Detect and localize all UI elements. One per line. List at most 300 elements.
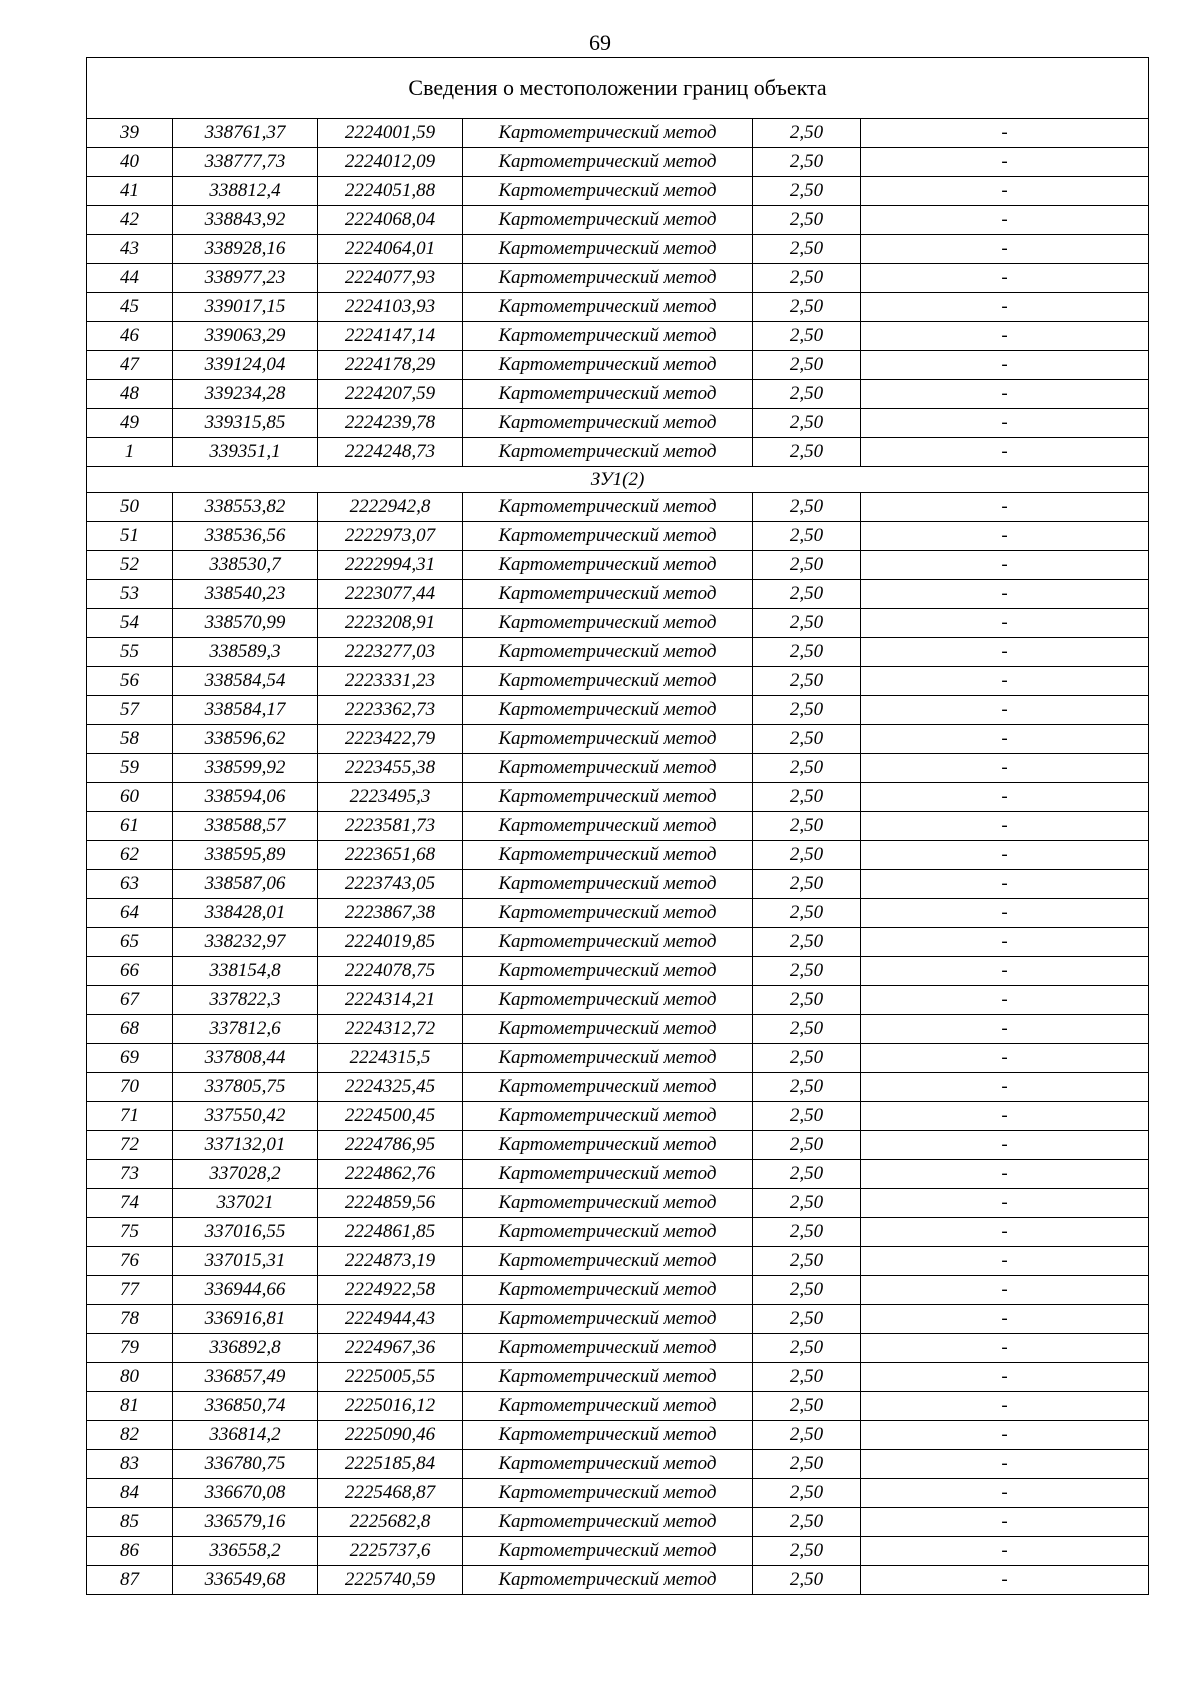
y-coordinate-cell: 2224315,5 [318,1044,463,1073]
x-coordinate-cell: 338595,89 [173,841,318,870]
point-number-cell: 59 [87,754,173,783]
accuracy-cell: 2,50 [753,783,861,812]
x-coordinate-cell: 338428,01 [173,899,318,928]
method-cell: Картометрический метод [463,667,753,696]
y-coordinate-cell: 2223077,44 [318,580,463,609]
accuracy-cell: 2,50 [753,899,861,928]
method-cell: Картометрический метод [463,1102,753,1131]
table-row [87,1305,1149,1334]
method-cell: Картометрический метод [463,1131,753,1160]
method-cell: Картометрический метод [463,1537,753,1566]
accuracy-cell: 2,50 [753,667,861,696]
y-coordinate-cell: 2223362,73 [318,696,463,725]
y-coordinate-cell: 2225185,84 [318,1450,463,1479]
table-row [87,177,1149,206]
method-cell: Картометрический метод [463,638,753,667]
point-number-cell: 46 [87,322,173,351]
y-coordinate-cell: 2224103,93 [318,293,463,322]
table-row [87,1131,1149,1160]
note-cell: - [861,438,1149,467]
accuracy-cell: 2,50 [753,754,861,783]
note-cell: - [861,293,1149,322]
point-number-cell: 54 [87,609,173,638]
accuracy-cell: 2,50 [753,1102,861,1131]
point-number-cell: 55 [87,638,173,667]
point-number-cell: 43 [87,235,173,264]
x-coordinate-cell: 337132,01 [173,1131,318,1160]
y-coordinate-cell: 2224051,88 [318,177,463,206]
y-coordinate-cell: 2224786,95 [318,1131,463,1160]
table-row [87,409,1149,438]
accuracy-cell: 2,50 [753,928,861,957]
x-coordinate-cell: 338587,06 [173,870,318,899]
method-cell: Картометрический метод [463,551,753,580]
note-cell: - [861,1334,1149,1363]
table-row [87,580,1149,609]
accuracy-cell: 2,50 [753,986,861,1015]
point-number-cell: 66 [87,957,173,986]
y-coordinate-cell: 2224248,73 [318,438,463,467]
note-cell: - [861,580,1149,609]
method-cell: Картометрический метод [463,1015,753,1044]
table-row [87,1276,1149,1305]
x-coordinate-cell: 338584,17 [173,696,318,725]
accuracy-cell: 2,50 [753,696,861,725]
method-cell: Картометрический метод [463,580,753,609]
x-coordinate-cell: 337805,75 [173,1073,318,1102]
method-cell: Картометрический метод [463,1450,753,1479]
x-coordinate-cell: 338570,99 [173,609,318,638]
point-number-cell: 78 [87,1305,173,1334]
method-cell: Картометрический метод [463,1044,753,1073]
accuracy-cell: 2,50 [753,1276,861,1305]
table-row [87,1160,1149,1189]
method-cell: Картометрический метод [463,148,753,177]
x-coordinate-cell: 337016,55 [173,1218,318,1247]
point-number-cell: 53 [87,580,173,609]
y-coordinate-cell: 2225005,55 [318,1363,463,1392]
accuracy-cell: 2,50 [753,580,861,609]
table-row [87,119,1149,148]
point-number-cell: 49 [87,409,173,438]
accuracy-cell: 2,50 [753,235,861,264]
y-coordinate-cell: 2224012,09 [318,148,463,177]
accuracy-cell: 2,50 [753,957,861,986]
note-cell: - [861,235,1149,264]
table-body [87,58,1149,1595]
note-cell: - [861,1189,1149,1218]
method-cell: Картометрический метод [463,1305,753,1334]
note-cell: - [861,206,1149,235]
y-coordinate-cell: 2223455,38 [318,754,463,783]
method-cell: Картометрический метод [463,1421,753,1450]
method-cell: Картометрический метод [463,206,753,235]
note-cell: - [861,1508,1149,1537]
note-cell: - [861,899,1149,928]
table-row [87,754,1149,783]
section-label: ЗУ1(2) [87,467,1149,493]
y-coordinate-cell: 2224019,85 [318,928,463,957]
x-coordinate-cell: 336892,8 [173,1334,318,1363]
method-cell: Картометрический метод [463,957,753,986]
accuracy-cell: 2,50 [753,438,861,467]
x-coordinate-cell: 337808,44 [173,1044,318,1073]
note-cell: - [861,1305,1149,1334]
note-cell: - [861,928,1149,957]
table-row [87,351,1149,380]
note-cell: - [861,783,1149,812]
method-cell: Картометрический метод [463,409,753,438]
x-coordinate-cell: 337028,2 [173,1160,318,1189]
x-coordinate-cell: 337822,3 [173,986,318,1015]
note-cell: - [861,1015,1149,1044]
note-cell: - [861,1479,1149,1508]
point-number-cell: 86 [87,1537,173,1566]
accuracy-cell: 2,50 [753,351,861,380]
table-row [87,148,1149,177]
point-number-cell: 40 [87,148,173,177]
x-coordinate-cell: 336944,66 [173,1276,318,1305]
method-cell: Картометрический метод [463,438,753,467]
y-coordinate-cell: 2224064,01 [318,235,463,264]
y-coordinate-cell: 2222973,07 [318,522,463,551]
point-number-cell: 67 [87,986,173,1015]
method-cell: Картометрический метод [463,841,753,870]
method-cell: Картометрический метод [463,1247,753,1276]
note-cell: - [861,1218,1149,1247]
note-cell: - [861,409,1149,438]
note-cell: - [861,1537,1149,1566]
note-cell: - [861,957,1149,986]
method-cell: Картометрический метод [463,1276,753,1305]
x-coordinate-cell: 338154,8 [173,957,318,986]
note-cell: - [861,1102,1149,1131]
note-cell: - [861,1450,1149,1479]
x-coordinate-cell: 338553,82 [173,493,318,522]
point-number-cell: 74 [87,1189,173,1218]
table-row [87,1189,1149,1218]
accuracy-cell: 2,50 [753,119,861,148]
note-cell: - [861,870,1149,899]
y-coordinate-cell: 2224312,72 [318,1015,463,1044]
table-row [87,812,1149,841]
x-coordinate-cell: 339351,1 [173,438,318,467]
point-number-cell: 48 [87,380,173,409]
point-number-cell: 56 [87,667,173,696]
x-coordinate-cell: 336670,08 [173,1479,318,1508]
x-coordinate-cell: 338594,06 [173,783,318,812]
point-number-cell: 71 [87,1102,173,1131]
table-row [87,522,1149,551]
accuracy-cell: 2,50 [753,322,861,351]
method-cell: Картометрический метод [463,725,753,754]
accuracy-cell: 2,50 [753,870,861,899]
note-cell: - [861,1392,1149,1421]
point-number-cell: 58 [87,725,173,754]
note-cell: - [861,551,1149,580]
method-cell: Картометрический метод [463,1508,753,1537]
table-row [87,380,1149,409]
accuracy-cell: 2,50 [753,264,861,293]
table-row [87,1334,1149,1363]
accuracy-cell: 2,50 [753,1160,861,1189]
point-number-cell: 68 [87,1015,173,1044]
y-coordinate-cell: 2223651,68 [318,841,463,870]
accuracy-cell: 2,50 [753,725,861,754]
method-cell: Картометрический метод [463,1334,753,1363]
y-coordinate-cell: 2225740,59 [318,1566,463,1595]
method-cell: Картометрический метод [463,1392,753,1421]
x-coordinate-cell: 338584,54 [173,667,318,696]
note-cell: - [861,264,1149,293]
y-coordinate-cell: 2224922,58 [318,1276,463,1305]
note-cell: - [861,812,1149,841]
x-coordinate-cell: 337015,31 [173,1247,318,1276]
x-coordinate-cell: 339017,15 [173,293,318,322]
table-row [87,264,1149,293]
note-cell: - [861,148,1149,177]
accuracy-cell: 2,50 [753,293,861,322]
table-row [87,1566,1149,1595]
point-number-cell: 70 [87,1073,173,1102]
method-cell: Картометрический метод [463,1073,753,1102]
point-number-cell: 81 [87,1392,173,1421]
accuracy-cell: 2,50 [753,1131,861,1160]
point-number-cell: 65 [87,928,173,957]
y-coordinate-cell: 2224873,19 [318,1247,463,1276]
point-number-cell: 83 [87,1450,173,1479]
x-coordinate-cell: 336579,16 [173,1508,318,1537]
point-number-cell: 61 [87,812,173,841]
table-row [87,696,1149,725]
x-coordinate-cell: 339234,28 [173,380,318,409]
y-coordinate-cell: 2224944,43 [318,1305,463,1334]
y-coordinate-cell: 2224207,59 [318,380,463,409]
table-row [87,1479,1149,1508]
table-row [87,1073,1149,1102]
y-coordinate-cell: 2224967,36 [318,1334,463,1363]
point-number-cell: 50 [87,493,173,522]
point-number-cell: 85 [87,1508,173,1537]
y-coordinate-cell: 2224001,59 [318,119,463,148]
point-number-cell: 44 [87,264,173,293]
point-number-cell: 72 [87,1131,173,1160]
method-cell: Картометрический метод [463,870,753,899]
table-row [87,206,1149,235]
method-cell: Картометрический метод [463,322,753,351]
boundary-table [86,57,1149,1595]
note-cell: - [861,1160,1149,1189]
table-row [87,1247,1149,1276]
method-cell: Картометрический метод [463,351,753,380]
table-row [87,1421,1149,1450]
note-cell: - [861,1421,1149,1450]
point-number-cell: 63 [87,870,173,899]
method-cell: Картометрический метод [463,493,753,522]
y-coordinate-cell: 2223581,73 [318,812,463,841]
method-cell: Картометрический метод [463,380,753,409]
y-coordinate-cell: 2224314,21 [318,986,463,1015]
method-cell: Картометрический метод [463,1363,753,1392]
x-coordinate-cell: 336549,68 [173,1566,318,1595]
x-coordinate-cell: 339063,29 [173,322,318,351]
y-coordinate-cell: 2224861,85 [318,1218,463,1247]
point-number-cell: 69 [87,1044,173,1073]
point-number-cell: 42 [87,206,173,235]
accuracy-cell: 2,50 [753,1392,861,1421]
note-cell: - [861,1131,1149,1160]
note-cell: - [861,667,1149,696]
method-cell: Картометрический метод [463,783,753,812]
table-row [87,1392,1149,1421]
x-coordinate-cell: 337812,6 [173,1015,318,1044]
y-coordinate-cell: 2223422,79 [318,725,463,754]
note-cell: - [861,1363,1149,1392]
x-coordinate-cell: 338589,3 [173,638,318,667]
x-coordinate-cell: 336780,75 [173,1450,318,1479]
table-row [87,870,1149,899]
y-coordinate-cell: 2222942,8 [318,493,463,522]
point-number-cell: 41 [87,177,173,206]
y-coordinate-cell: 2223867,38 [318,899,463,928]
accuracy-cell: 2,50 [753,1450,861,1479]
point-number-cell: 60 [87,783,173,812]
x-coordinate-cell: 336850,74 [173,1392,318,1421]
accuracy-cell: 2,50 [753,177,861,206]
accuracy-cell: 2,50 [753,1363,861,1392]
y-coordinate-cell: 2224859,56 [318,1189,463,1218]
point-number-cell: 45 [87,293,173,322]
table-row [87,235,1149,264]
method-cell: Картометрический метод [463,986,753,1015]
method-cell: Картометрический метод [463,1566,753,1595]
note-cell: - [861,322,1149,351]
accuracy-cell: 2,50 [753,551,861,580]
point-number-cell: 1 [87,438,173,467]
accuracy-cell: 2,50 [753,812,861,841]
note-cell: - [861,696,1149,725]
accuracy-cell: 2,50 [753,206,861,235]
y-coordinate-cell: 2224147,14 [318,322,463,351]
y-coordinate-cell: 2223743,05 [318,870,463,899]
y-coordinate-cell: 2225090,46 [318,1421,463,1450]
method-cell: Картометрический метод [463,119,753,148]
x-coordinate-cell: 338843,92 [173,206,318,235]
table-row [87,841,1149,870]
table-title-row [87,58,1149,119]
table-row [87,957,1149,986]
y-coordinate-cell: 2222994,31 [318,551,463,580]
accuracy-cell: 2,50 [753,409,861,438]
table-row [87,609,1149,638]
table-row [87,928,1149,957]
table-row [87,1102,1149,1131]
accuracy-cell: 2,50 [753,1508,861,1537]
y-coordinate-cell: 2225737,6 [318,1537,463,1566]
table-row [87,1363,1149,1392]
note-cell: - [861,754,1149,783]
x-coordinate-cell: 338536,56 [173,522,318,551]
note-cell: - [861,493,1149,522]
point-number-cell: 62 [87,841,173,870]
table-title: Сведения о местоположении границ объекта [87,58,1149,119]
x-coordinate-cell: 337550,42 [173,1102,318,1131]
method-cell: Картометрический метод [463,177,753,206]
accuracy-cell: 2,50 [753,522,861,551]
table-row [87,783,1149,812]
note-cell: - [861,522,1149,551]
table-row [87,638,1149,667]
accuracy-cell: 2,50 [753,148,861,177]
table-row [87,1450,1149,1479]
accuracy-cell: 2,50 [753,1479,861,1508]
y-coordinate-cell: 2225468,87 [318,1479,463,1508]
y-coordinate-cell: 2223495,3 [318,783,463,812]
accuracy-cell: 2,50 [753,1218,861,1247]
table-row [87,438,1149,467]
table-row [87,1044,1149,1073]
point-number-cell: 57 [87,696,173,725]
table-row [87,1218,1149,1247]
y-coordinate-cell: 2224862,76 [318,1160,463,1189]
method-cell: Картометрический метод [463,609,753,638]
table-row [87,986,1149,1015]
point-number-cell: 82 [87,1421,173,1450]
method-cell: Картометрический метод [463,235,753,264]
point-number-cell: 73 [87,1160,173,1189]
note-cell: - [861,1073,1149,1102]
y-coordinate-cell: 2224500,45 [318,1102,463,1131]
note-cell: - [861,1247,1149,1276]
point-number-cell: 87 [87,1566,173,1595]
method-cell: Картометрический метод [463,1189,753,1218]
accuracy-cell: 2,50 [753,1189,861,1218]
note-cell: - [861,725,1149,754]
point-number-cell: 75 [87,1218,173,1247]
note-cell: - [861,119,1149,148]
note-cell: - [861,177,1149,206]
point-number-cell: 39 [87,119,173,148]
y-coordinate-cell: 2223208,91 [318,609,463,638]
y-coordinate-cell: 2224239,78 [318,409,463,438]
accuracy-cell: 2,50 [753,380,861,409]
table-row [87,1508,1149,1537]
accuracy-cell: 2,50 [753,1421,861,1450]
table-row [87,899,1149,928]
x-coordinate-cell: 338588,57 [173,812,318,841]
accuracy-cell: 2,50 [753,1015,861,1044]
point-number-cell: 64 [87,899,173,928]
x-coordinate-cell: 338761,37 [173,119,318,148]
x-coordinate-cell: 338777,73 [173,148,318,177]
accuracy-cell: 2,50 [753,1073,861,1102]
x-coordinate-cell: 338928,16 [173,235,318,264]
x-coordinate-cell: 338530,7 [173,551,318,580]
y-coordinate-cell: 2223331,23 [318,667,463,696]
accuracy-cell: 2,50 [753,1566,861,1595]
method-cell: Картометрический метод [463,696,753,725]
x-coordinate-cell: 338599,92 [173,754,318,783]
x-coordinate-cell: 338977,23 [173,264,318,293]
x-coordinate-cell: 338596,62 [173,725,318,754]
method-cell: Картометрический метод [463,1479,753,1508]
y-coordinate-cell: 2225682,8 [318,1508,463,1537]
point-number-cell: 84 [87,1479,173,1508]
table-row [87,493,1149,522]
table-row [87,551,1149,580]
method-cell: Картометрический метод [463,899,753,928]
table-row [87,322,1149,351]
